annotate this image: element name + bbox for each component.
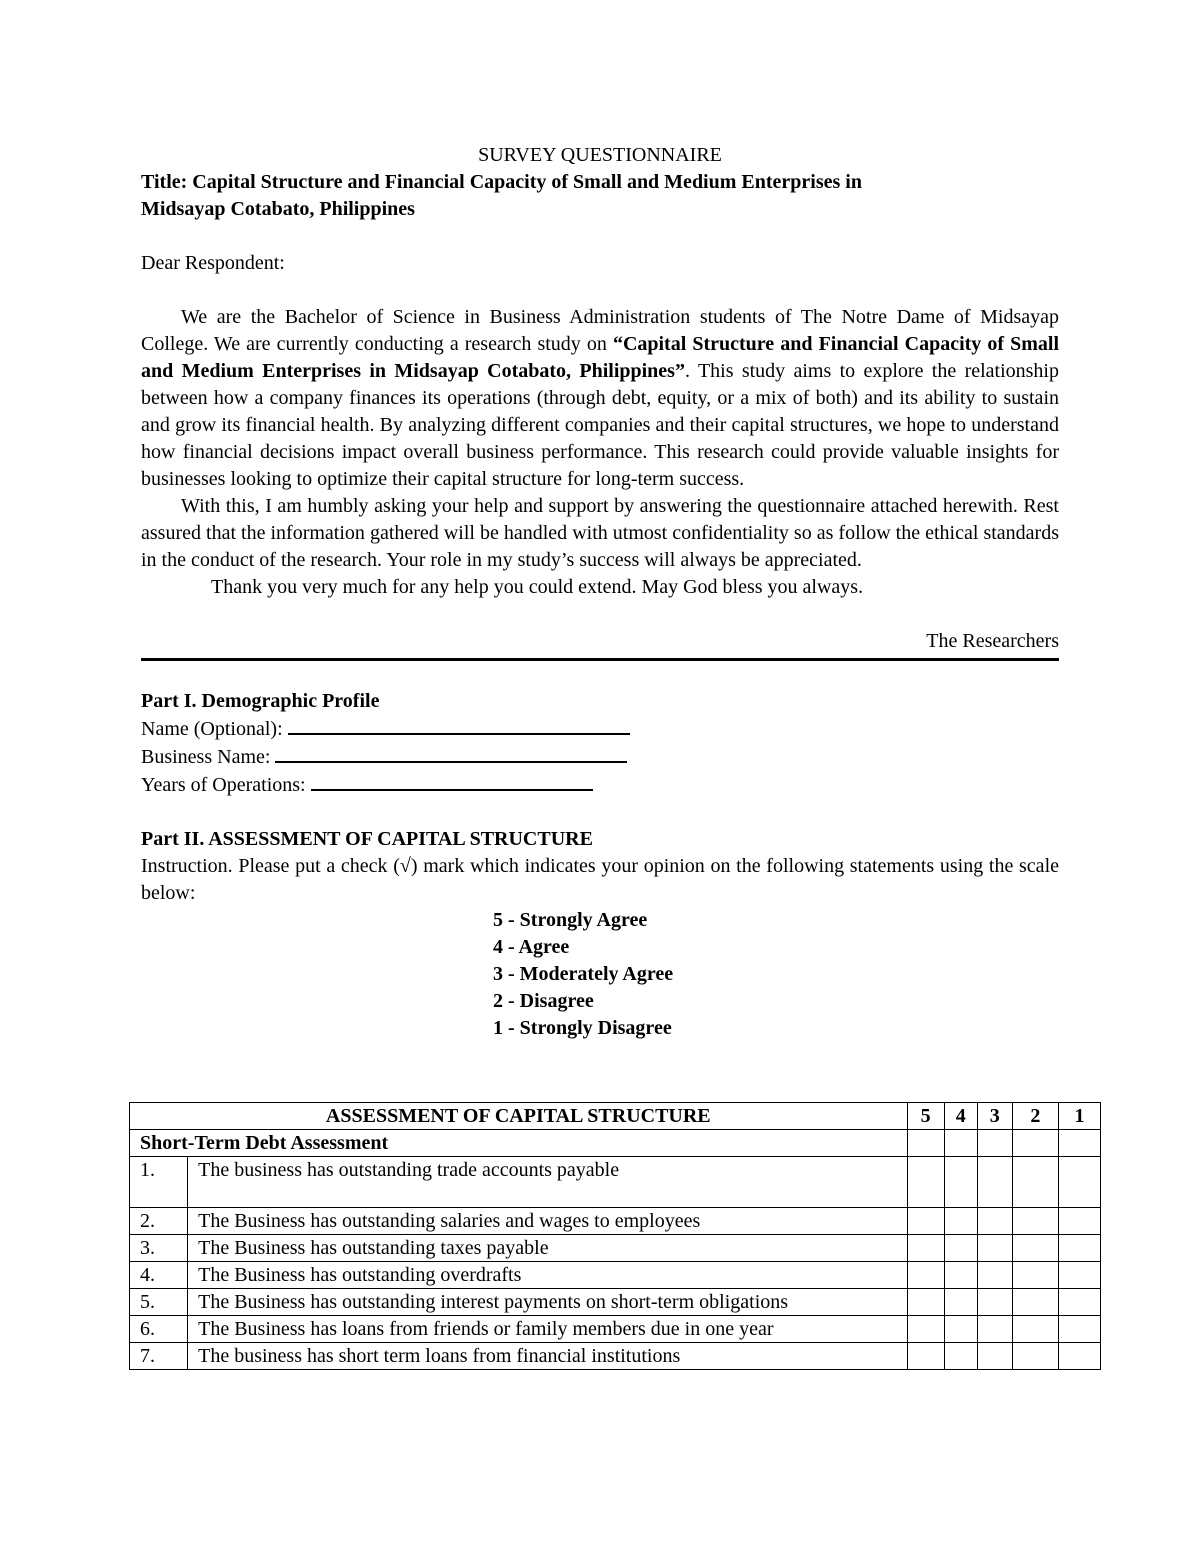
- business-name-input-line[interactable]: [275, 743, 627, 763]
- row-statement: The Business has loans from friends or family members due in one year: [188, 1316, 907, 1343]
- check-cell-2[interactable]: [1012, 1316, 1058, 1343]
- check-cell-2[interactable]: [1012, 1343, 1058, 1370]
- check-cell: [1012, 1130, 1058, 1157]
- row-number: 7.: [130, 1343, 188, 1370]
- check-cell: [907, 1130, 944, 1157]
- check-cell-2[interactable]: [1012, 1208, 1058, 1235]
- check-cell-2[interactable]: [1012, 1235, 1058, 1262]
- row-number: 4.: [130, 1262, 188, 1289]
- table-header-row: [130, 1103, 1101, 1130]
- table-row: [130, 1208, 1101, 1235]
- col-header-5: 5: [907, 1103, 944, 1130]
- check-cell-3[interactable]: [977, 1289, 1012, 1316]
- business-name-label: Business Name:: [141, 746, 271, 768]
- col-header-1: 1: [1058, 1103, 1100, 1130]
- check-cell-3[interactable]: [977, 1235, 1012, 1262]
- years-label: Years of Operations:: [141, 774, 306, 796]
- scale-item-3: 3 - Moderately Agree: [493, 963, 674, 985]
- scale-item-4: 4 - Agree: [493, 936, 570, 958]
- years-field-row: [141, 771, 1059, 799]
- check-cell-4[interactable]: [944, 1289, 977, 1316]
- check-cell-3[interactable]: [977, 1208, 1012, 1235]
- letter-thanks: Thank you very much for any help you could extend. May God bless you always.: [211, 576, 864, 598]
- years-input-line[interactable]: [311, 771, 593, 791]
- letter-p1-end: . This study aims to explore the relationship between how a company finances its operations (through debt, equity, or a mix of both) and its ability to sustain and grow its financial health. By analyzing different companies and their capital structures, we hope to understand how financial decisions impact overall business performance. This research could provide valuable insights for businesses looking to optimize their capital structure for long-term success.: [141, 360, 1059, 490]
- row-number: 5.: [130, 1289, 188, 1316]
- check-cell-2[interactable]: [1012, 1289, 1058, 1316]
- check-cell: [1058, 1130, 1100, 1157]
- section-row: [130, 1130, 1101, 1157]
- row-number: 6.: [130, 1316, 188, 1343]
- check-cell-1[interactable]: [1058, 1289, 1100, 1316]
- row-statement: The business has outstanding trade accounts payable: [188, 1157, 907, 1208]
- check-cell-1[interactable]: [1058, 1262, 1100, 1289]
- check-cell-4[interactable]: [944, 1316, 977, 1343]
- check-cell: [944, 1130, 977, 1157]
- letter-p1-study-title: “Capital Structure and Financial Capacity of Small and Medium Enterprises in Midsayap Cotabato, Philippines”: [141, 333, 1060, 382]
- check-cell-5[interactable]: [907, 1289, 944, 1316]
- check-cell: [977, 1130, 1012, 1157]
- letter-p1-start: We are the Bachelor of Science in Business Administration students of The Notre Dame of Midsayap College. We are currently conducting a research study on: [141, 306, 1059, 355]
- check-cell-4[interactable]: [944, 1157, 977, 1208]
- check-cell-1[interactable]: [1058, 1343, 1100, 1370]
- check-cell-4[interactable]: [944, 1262, 977, 1289]
- part1-title: Part I. Demographic Profile: [141, 690, 380, 712]
- table-row: [130, 1157, 1101, 1208]
- check-cell-4[interactable]: [944, 1235, 977, 1262]
- letter-paragraph-1: [141, 304, 1059, 493]
- check-cell-3[interactable]: [977, 1157, 1012, 1208]
- survey-title-line1: Title: Capital Structure and Financial Capacity of Small and Medium Enterprises in: [141, 171, 862, 193]
- check-cell-2[interactable]: [1012, 1157, 1058, 1208]
- row-number: 2.: [130, 1208, 188, 1235]
- letter-paragraph-2: With this, I am humbly asking your help and support by answering the questionnaire attached herewith. Rest assured that the information gathered will be handled with utmost confidentiality so as follow the ethical standards in the conduct of the research. Your role in my study’s success will always be appreciated.: [141, 495, 1059, 571]
- col-header-3: 3: [977, 1103, 1012, 1130]
- survey-title-line2: Midsayap Cotabato, Philippines: [141, 198, 415, 220]
- part2-instruction: Instruction. Please put a check (√) mark which indicates your opinion on the following statements using the scale below:: [141, 855, 1059, 904]
- table-row: [130, 1262, 1101, 1289]
- row-statement: The business has short term loans from financial institutions: [188, 1343, 907, 1370]
- col-header-2: 2: [1012, 1103, 1058, 1130]
- check-cell-3[interactable]: [977, 1262, 1012, 1289]
- check-cell-5[interactable]: [907, 1157, 944, 1208]
- questionnaire-page: [141, 142, 1059, 1042]
- name-label: Name (Optional):: [141, 718, 283, 740]
- check-cell-5[interactable]: [907, 1208, 944, 1235]
- table-row: [130, 1343, 1101, 1370]
- check-cell-4[interactable]: [944, 1343, 977, 1370]
- name-field-row: [141, 715, 1059, 743]
- check-cell-1[interactable]: [1058, 1316, 1100, 1343]
- scale-item-1: 1 - Strongly Disagree: [493, 1017, 672, 1039]
- table-header-title: ASSESSMENT OF CAPITAL STRUCTURE: [130, 1103, 908, 1130]
- name-input-line[interactable]: [288, 715, 630, 735]
- col-header-4: 4: [944, 1103, 977, 1130]
- check-cell-5[interactable]: [907, 1262, 944, 1289]
- scale-item-5: 5 - Strongly Agree: [493, 909, 648, 931]
- check-cell-1[interactable]: [1058, 1208, 1100, 1235]
- salutation: Dear Respondent:: [141, 252, 285, 274]
- row-statement: The Business has outstanding overdrafts: [188, 1262, 907, 1289]
- table-row: [130, 1235, 1101, 1262]
- business-field-row: [141, 743, 1059, 771]
- row-number: 3.: [130, 1235, 188, 1262]
- check-cell-5[interactable]: [907, 1235, 944, 1262]
- survey-heading: SURVEY QUESTIONNAIRE: [478, 144, 722, 166]
- assessment-table: [129, 1102, 1101, 1370]
- check-cell-3[interactable]: [977, 1316, 1012, 1343]
- row-number: 1.: [130, 1157, 188, 1208]
- row-statement: The Business has outstanding taxes payable: [188, 1235, 907, 1262]
- check-cell-4[interactable]: [944, 1208, 977, 1235]
- row-statement: The Business has outstanding salaries and wages to employees: [188, 1208, 907, 1235]
- section-title: Short-Term Debt Assessment: [130, 1130, 908, 1157]
- check-cell-5[interactable]: [907, 1343, 944, 1370]
- table-row: [130, 1316, 1101, 1343]
- row-statement: The Business has outstanding interest payments on short-term obligations: [188, 1289, 907, 1316]
- check-cell-1[interactable]: [1058, 1157, 1100, 1208]
- check-cell-1[interactable]: [1058, 1235, 1100, 1262]
- check-cell-5[interactable]: [907, 1316, 944, 1343]
- scale-item-2: 2 - Disagree: [493, 990, 594, 1012]
- table-row: [130, 1289, 1101, 1316]
- check-cell-3[interactable]: [977, 1343, 1012, 1370]
- letter-signature: The Researchers: [926, 630, 1059, 652]
- part2-title: Part II. ASSESSMENT OF CAPITAL STRUCTURE: [141, 828, 593, 850]
- check-cell-2[interactable]: [1012, 1262, 1058, 1289]
